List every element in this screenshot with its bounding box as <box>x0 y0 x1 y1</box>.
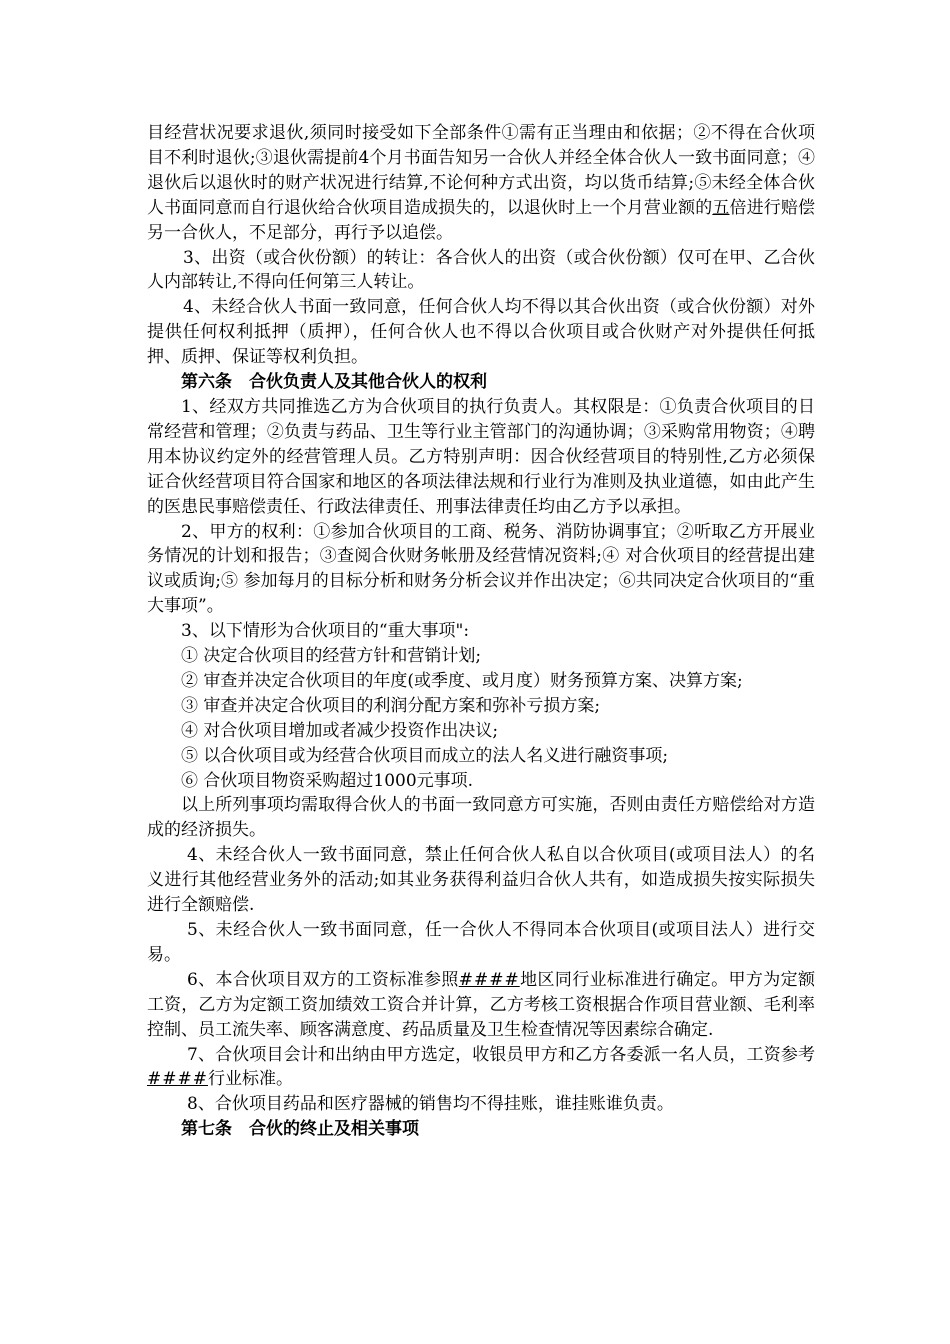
list-item-major-matter-6: ⑥ 合伙项目物资采购超过1000元事项. <box>181 770 474 791</box>
text: 行业标准。 <box>207 1069 293 1090</box>
paragraph-salary-standard <box>147 968 815 1043</box>
list-item-major-matter-2: ② 审查并决定合伙项目的年度(或季度、或月度）财务预算方案、决算方案; <box>181 670 743 691</box>
text: 7、合伙项目会计和出纳由甲方选定，收银员甲方和乙方各委派一名人员，工资参考 <box>187 1044 815 1065</box>
list-item-major-matter-5: ⑤ 以合伙项目或为经营合伙项目而成立的法人名义进行融资事项; <box>181 745 669 766</box>
paragraph-no-credit-sales: 8、合伙项目药品和医疗器械的销售均不得挂账，谁挂账谁负责。 <box>187 1094 674 1115</box>
paragraph-pledge: 4、未经合伙人书面一致同意，任何合伙人均不得以其合伙出资（或合伙份额）对外提供任何权利抵押（质押），任何合伙人也不得以合伙项目或合伙财产对外提供任何抵押、质押、保证等权利负担。 <box>147 297 815 368</box>
paragraph-transfer: 3、出资（或合伙份额）的转让：各合伙人的出资（或合伙份额）仅可在甲、乙合伙人内部转让,不得向任何第三人转让。 <box>147 247 815 293</box>
paragraph-party-a-rights: 2、甲方的权利：①参加合伙项目的工商、税务、消防协调事宜；②听取乙方开展业务情况的计划和报告；③查阅合伙财务帐册及经营情况资料;④ 对合伙项目的经营提出建议或质询;⑤ 参加每月的目标分析和财务分析会议并作出决定；⑥共同决定合伙项目的“重大事项”。 <box>147 521 815 617</box>
text: 地区同行业标准进行确定。甲方为定额工资，乙方为定额工资加绩效工资合并计算，乙方考核工资根据合作项目营业额、毛利率控制、员工流失率、顾客满意度、药品质量及卫生检查情况等因素综合确定. <box>147 969 815 1040</box>
section-heading-article-6: 第六条 合伙负责人及其他合伙人的权利 <box>181 372 487 393</box>
list-item-major-matter-4: ④ 对合伙项目增加或者减少投资作出决议; <box>181 720 499 741</box>
paragraph-executive-authority: 1、经双方共同推选乙方为合伙项目的执行负责人。其权限是：①负责合伙项目的日常经营和管理；②负责与药品、卫生等行业主管部门的沟通协调；③采购常用物资；④聘用本协议约定外的经营管理人员。乙方特别声明：因合伙经营项目的特别性,乙方必须保证合伙经营项目符合国家和地区的各项法律法规和行业行为准则及执业道德，如由此产生的医患民事赔偿责任、行政法律责任、刑事法律责任均由乙方予以承担。 <box>147 396 815 517</box>
text: 目经营状况要求退伙,须同时接受如下全部条件①需有正当理由和依据；②不得在合伙项目不利时退伙;③退伙需提前4个月书面告知另一合伙人并经全体合伙人一致书面同意；④退伙后以退伙时的财产状况进行结算,不论何种方式出资，均以货币结算;⑤未经全体合伙人书面同意而自行退伙给合伙项目造成损失的，以退伙时上一个月营业额的 <box>147 123 815 218</box>
text: 倍进行赔偿另一合伙人，不足部分，再行予以追偿。 <box>147 197 816 243</box>
placeholder-hashes: #### <box>147 1069 208 1090</box>
document-page <box>147 121 815 1142</box>
section-heading-article-7: 第七条 合伙的终止及相关事项 <box>181 1119 419 1140</box>
paragraph-major-matters-intro: 3、以下情形为合伙项目的“重大事项": <box>181 621 470 642</box>
placeholder-hashes: #### <box>458 969 520 990</box>
paragraph-no-self-dealing: 5、未经合伙人一致书面同意，任一合伙人不得同本合伙项目(或项目法人）进行交易。 <box>147 920 815 965</box>
list-item-major-matter-3: ③ 审查并决定合伙项目的利润分配方案和弥补亏损方案; <box>181 695 601 716</box>
paragraph-no-private-business: 4、未经合伙人一致书面同意，禁止任何合伙人私自以合伙项目(或项目法人）的名义进行其他经营业务外的活动;如其业务获得利益归合伙人共有，如造成损失按实际损失进行全额赔偿. <box>147 845 815 916</box>
paragraph-accounting-staff <box>147 1043 815 1093</box>
text: 6、本合伙项目双方的工资标准参照 <box>187 969 459 990</box>
paragraph-withdrawal-conditions <box>147 121 815 246</box>
underlined-text: 五 <box>712 197 730 218</box>
list-item-major-matter-1: ① 决定合伙项目的经营方针和营销计划; <box>181 646 482 667</box>
paragraph-consent-requirement: 以上所列事项均需取得合伙人的书面一致同意方可实施，否则由责任方赔偿给对方造成的经济损失。 <box>147 795 815 841</box>
